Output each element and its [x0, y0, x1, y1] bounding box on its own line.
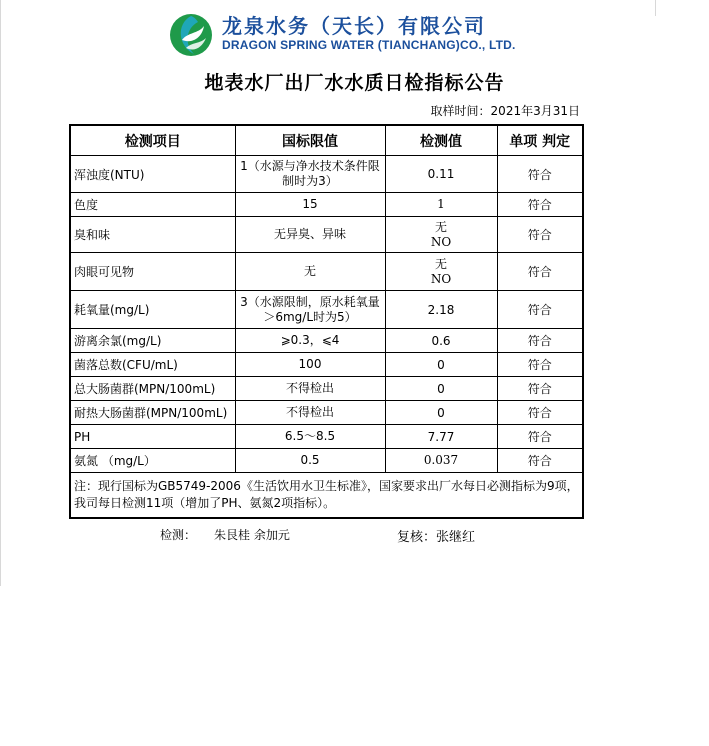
value-cell: 0.11 [385, 156, 497, 193]
value-cell: 无 NO [385, 217, 497, 253]
verdict-cell: 符合 [497, 377, 583, 401]
table-row [70, 353, 583, 377]
item-cell: 肉眼可见物 [70, 253, 235, 291]
item-cell: 色度 [70, 193, 235, 217]
limit-cell: 不得检出 [235, 377, 385, 401]
table-row [70, 425, 583, 449]
company-name-cn: 龙泉水务（天长）有限公司 [222, 14, 486, 38]
value-cell: 0.6 [385, 329, 497, 353]
verdict-cell: 符合 [497, 449, 583, 473]
limit-cell: 无异臭、异味 [235, 217, 385, 253]
value-cell: 0 [385, 377, 497, 401]
limit-cell: 不得检出 [235, 401, 385, 425]
table-note: 注：现行国标为GB5749-2006《生活饮用水卫生标准》，国家要求出厂水每日必测指标为9项，我司每日检测11项（增加了PH、氨氮2项指标）。 [70, 473, 583, 518]
table-row [70, 449, 583, 473]
item-cell: PH [70, 425, 235, 449]
value-cell: 2.18 [385, 291, 497, 329]
dragon-spring-logo-icon [168, 12, 214, 58]
limit-cell: 15 [235, 193, 385, 217]
water-quality-table [69, 124, 584, 519]
table-row [70, 377, 583, 401]
table-row [70, 401, 583, 425]
value-cell: 0.037 [385, 449, 497, 473]
note-row [70, 473, 583, 518]
table-header-row [70, 125, 583, 156]
table-row [70, 329, 583, 353]
company-name-en: DRAGON SPRING WATER (TIANCHANG)CO., LTD. [222, 38, 516, 52]
item-cell: 氨氮 （mg/L） [70, 449, 235, 473]
inspector-names: 朱艮桂 余加元 [214, 528, 290, 542]
verdict-cell: 符合 [497, 253, 583, 291]
table-row [70, 156, 583, 193]
verdict-cell: 符合 [497, 353, 583, 377]
page-right-border [655, 0, 656, 16]
value-cell: 无 NO [385, 253, 497, 291]
limit-cell: ⩾0.3，⩽4 [235, 329, 385, 353]
item-cell: 耐热大肠菌群(MPN/100mL) [70, 401, 235, 425]
reviewer: 复核：张继红 [397, 530, 476, 545]
verdict-cell: 符合 [497, 291, 583, 329]
value-cell: 7.77 [385, 425, 497, 449]
column-header: 国标限值 [235, 125, 385, 156]
company-logo-block [166, 8, 516, 58]
value-cell: 0 [385, 353, 497, 377]
page-title: 地表水厂出厂水水质日检指标公告 [204, 72, 505, 94]
limit-cell: 3（水源限制，原水耗氧量＞6mg/L时为5） [235, 291, 385, 329]
item-cell: 臭和味 [70, 217, 235, 253]
verdict-cell: 符合 [497, 193, 583, 217]
column-header: 检测项目 [70, 125, 235, 156]
item-cell: 总大肠菌群(MPN/100mL) [70, 377, 235, 401]
limit-cell: 无 [235, 253, 385, 291]
item-cell: 游离余氯(mg/L) [70, 329, 235, 353]
item-cell: 菌落总数(CFU/mL) [70, 353, 235, 377]
limit-cell: 100 [235, 353, 385, 377]
verdict-cell: 符合 [497, 401, 583, 425]
limit-cell: 1（水源与净水技术条件限制时为3） [235, 156, 385, 193]
value-cell: 1 [385, 193, 497, 217]
table-row [70, 217, 583, 253]
column-header: 单项 判定 [497, 125, 583, 156]
inspector-label: 检测： [160, 528, 197, 542]
limit-cell: 6.5～8.5 [235, 425, 385, 449]
verdict-cell: 符合 [497, 217, 583, 253]
limit-cell: 0.5 [235, 449, 385, 473]
table-row [70, 291, 583, 329]
item-cell: 浑浊度(NTU) [70, 156, 235, 193]
verdict-cell: 符合 [497, 425, 583, 449]
item-cell: 耗氧量(mg/L) [70, 291, 235, 329]
verdict-cell: 符合 [497, 329, 583, 353]
verdict-cell: 符合 [497, 156, 583, 193]
value-cell: 0 [385, 401, 497, 425]
table-row [70, 253, 583, 291]
sample-date: 取样时间：2021年3月31日 [430, 104, 580, 118]
column-header: 检测值 [385, 125, 497, 156]
table-row [70, 193, 583, 217]
